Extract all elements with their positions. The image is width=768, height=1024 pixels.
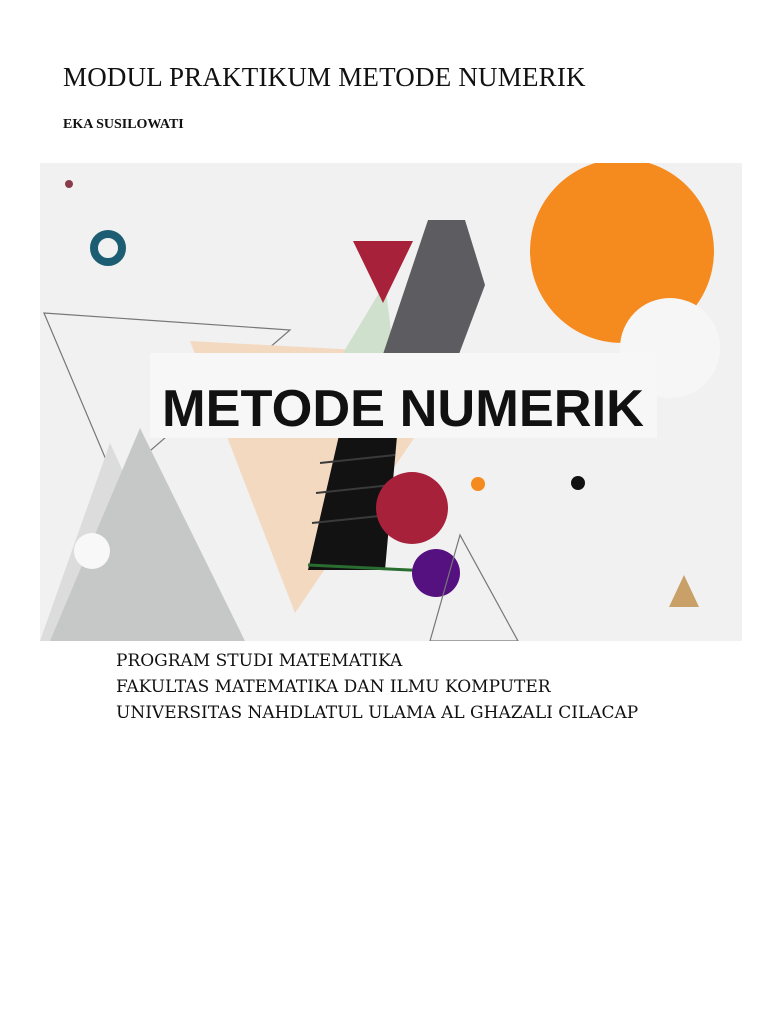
institution-block [116, 648, 638, 726]
cover-image [40, 163, 742, 641]
black-dot [571, 476, 585, 490]
document-title: MODUL PRAKTIKUM METODE NUMERIK [63, 62, 586, 92]
cover-title: METODE NUMERIK [162, 380, 645, 438]
purple-circle [412, 549, 460, 597]
small-dot [65, 180, 73, 188]
university-name: UNIVERSITAS NAHDLATUL ULAMA AL GHAZALI CILACAP [116, 703, 639, 723]
author-name: EKA SUSILOWATI [63, 117, 184, 132]
white-circle-left [74, 533, 110, 569]
study-program: PROGRAM STUDI MATEMATIKA [116, 651, 403, 671]
faculty-name: FAKULTAS MATEMATIKA DAN ILMU KOMPUTER [116, 677, 551, 697]
orange-dot [471, 477, 485, 491]
crimson-circle [376, 472, 448, 544]
